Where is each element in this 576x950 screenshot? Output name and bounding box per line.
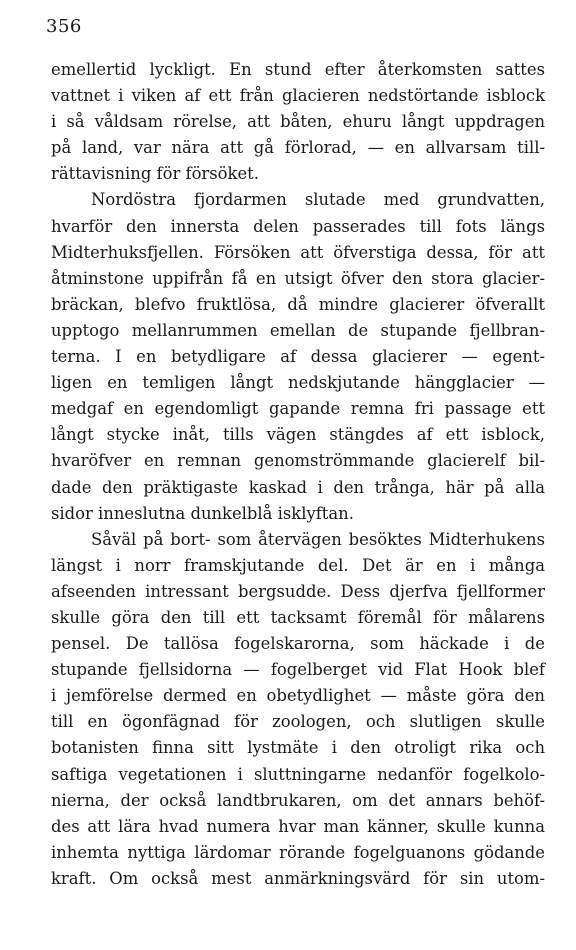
text-line: skulle göra den till ett tacksamt föremål för målarens bbox=[51, 607, 545, 627]
text-line: rättavisning för försöket. bbox=[51, 164, 259, 184]
text-line: Såväl på bort- som återvägen besöktes Midterhukens bbox=[91, 529, 545, 549]
text-line: bräckan, blefvo fruktlösa, då mindre glacierer öfverallt bbox=[51, 294, 545, 314]
paragraph bbox=[51, 57, 545, 187]
text-line: emellertid lyckligt. En stund efter återkomsten sattes bbox=[51, 60, 545, 79]
text-line: på land, var nära att gå förlorad, — en allvarsam till- bbox=[51, 138, 545, 158]
text-line: saftiga vegetationen i sluttningarne nedanför fogelkolo- bbox=[51, 764, 545, 784]
text-line: hvarför den innersta delen passerades till fots längs bbox=[51, 216, 545, 236]
text-line: medgaf en egendomligt gapande remna fri passage ett bbox=[51, 399, 545, 419]
text-line: hvaröfver en remnan genomströmmande glacierelf bil- bbox=[51, 451, 545, 471]
text-line: i jemförelse dermed en obetydlighet — måste göra den bbox=[51, 686, 545, 706]
body-text bbox=[51, 57, 545, 892]
text-line: des att lära hvad numera hvar man känner, skulle kunna bbox=[51, 816, 545, 836]
text-line: pensel. De tallösa fogelskarorna, som häckade i de bbox=[51, 634, 545, 654]
text-line: åtminstone uppifrån få en utsigt öfver den stora glacier- bbox=[51, 268, 545, 288]
text-line: afseenden intressant bergsudde. Dess djerfva fjellformer bbox=[51, 581, 545, 601]
text-line: dade den präktigaste kaskad i den trånga, här på alla bbox=[51, 477, 545, 497]
paragraph bbox=[51, 527, 545, 892]
text-line: ligen en temligen långt nedskjutande hängglacier — bbox=[51, 373, 545, 393]
text-line: i så våldsam rörelse, att båten, ehuru långt uppdragen bbox=[51, 112, 545, 132]
text-line: till en ögonfägnad för zoologen, och slutligen skulle bbox=[51, 712, 545, 732]
paragraph bbox=[51, 187, 545, 526]
text-line: nierna, der också landtbrukaren, om det annars behöf- bbox=[51, 790, 545, 810]
text-line: upptogo mellanrummen emellan de stupande fjellbran- bbox=[51, 320, 545, 340]
text-line: inhemta nyttiga lärdomar rörande fogelguanons gödande bbox=[51, 842, 545, 862]
text-line: Nordöstra fjordarmen slutade med grundvatten, bbox=[91, 190, 545, 210]
text-line: vattnet i viken af ett från glacieren nedstörtande isblock bbox=[51, 86, 545, 106]
page-number: 356 bbox=[46, 16, 82, 37]
text-line: terna. I en betydligare af dessa glacierer — egent- bbox=[51, 347, 545, 367]
text-line: stupande fjellsidorna — fogelberget vid Flat Hook blef bbox=[51, 660, 545, 680]
text-line: kraft. Om också mest anmärkningsvärd för sin utom- bbox=[51, 868, 545, 888]
text-line: botanisten finna sitt lystmäte i den otroligt rika och bbox=[51, 738, 545, 758]
text-line: längst i norr framskjutande del. Det är en i många bbox=[51, 555, 545, 575]
text-line: Midterhuksfjellen. Försöken att öfverstiga dessa, för att bbox=[51, 242, 545, 262]
text-line: sidor inneslutna dunkelblå isklyftan. bbox=[51, 503, 354, 523]
text-line: långt stycke inåt, tills vägen stängdes af ett isblock, bbox=[51, 425, 545, 445]
